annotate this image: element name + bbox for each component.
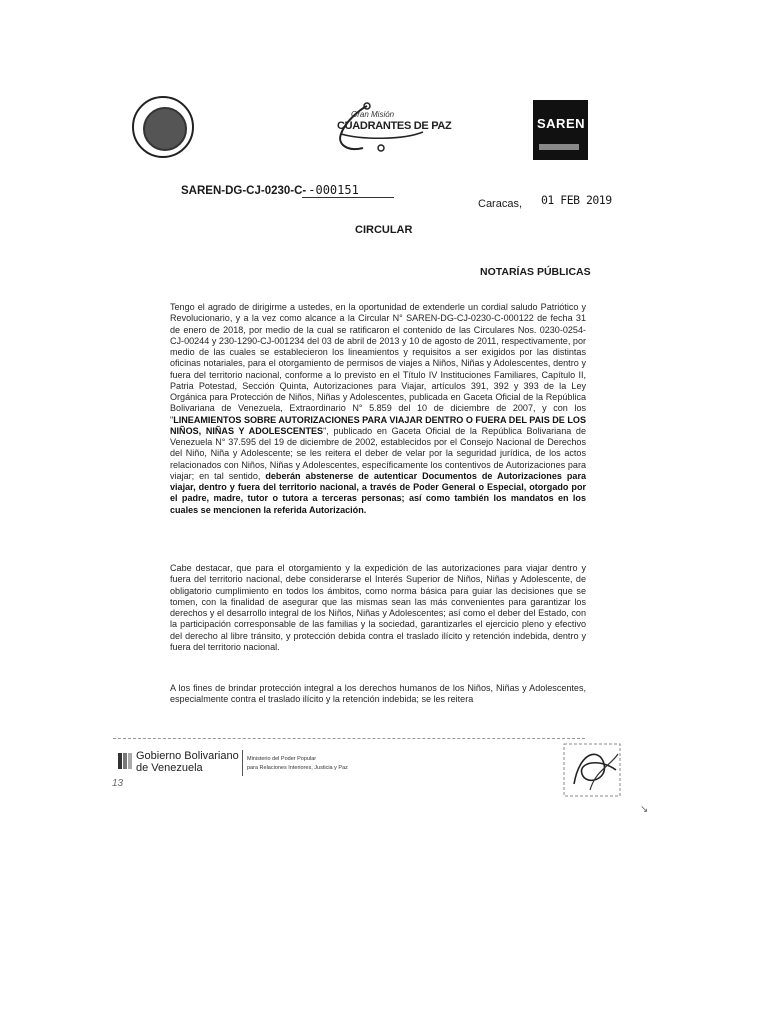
government-name-line-2: de Venezuela [136, 762, 203, 774]
paragraph-1 [170, 302, 586, 516]
dateline-place: Caracas, [478, 198, 523, 210]
ministry-line-2: para Relaciones Interiores, Justicia y Paz [247, 765, 348, 771]
p1-text-c: ", publicado en Gaceta Oficial de la República Bolivariana de Venezuela N° 37.595 del 19 de diciembre de 2002, establecidos por el Consejo Nacional de Derechos del Niño, Niña y Adolescente; se les reitera el deber de velar por la seguridad jurídica, de los actos relacionados con Niños, Niñas y Adolescentes, específicamente los contentivos de Autorizaciones para viajar; en tal sentido, [170, 425, 586, 481]
government-name [136, 750, 239, 774]
venezuela-seal-logo [132, 96, 194, 158]
saren-logo-text: SAREN [537, 116, 586, 131]
saren-logo [533, 100, 588, 160]
saren-logo-bar [539, 144, 579, 150]
reference-prefix: SAREN-DG-CJ-0230-C- [181, 185, 307, 197]
footer-divider [113, 738, 585, 739]
signature-stamp [560, 740, 630, 800]
paragraph-2: Cabe destacar, que para el otorgamiento y la expedición de las autorizaciones para viajar dentro y fuera del territorio nacional, debe considerarse el Interés Superior de Niños, Niñas y Adolescente, de obligatorio cumplimiento en todos los ámbitos, como norma básica para guiar las decisiones que se tomen, con la finalidad de asegurar que las mismas sean las más convenientes para garantizar los derechos y el desarrollo integral de los Niños, Niñas y Adolescentes; así como el deber del Estado, con la participación corresponsable de las familias y la sociedad, garantizarles el ejercicio pleno y efectivo del derecho al libre tránsito, y protección debida contra el traslado ilícito y retención indebida, dentro y fuera del territorio nacional. [170, 563, 586, 652]
ministry-line-1: Ministerio del Poder Popular [247, 756, 317, 762]
logo-big-text: CUADRANTES DE PAZ [337, 120, 452, 132]
p1-guidelines-title: LINEAMIENTOS SOBRE AUTORIZACIONES PARA VIAJAR DENTRO O FUERA DEL PAIS DE LOS NIÑOS, NIÑAS Y ADOLESCENTES [170, 414, 586, 436]
addressee: NOTARÍAS PÚBLICAS [480, 266, 591, 278]
cuadrantes-de-paz-logo [323, 100, 452, 158]
footer-separator [242, 750, 243, 776]
government-flag-icon [116, 751, 134, 771]
logo-small-text: Gran Misión [351, 110, 395, 119]
margin-mark-left: 13 [112, 778, 124, 789]
paragraph-3: A los fines de brindar protección integral a los derechos humanos de los Niños, Niñas y Adolescentes, especialmente contra el traslado ilícito y la retención indebida; se les reitera [170, 683, 586, 705]
margin-mark-right: ↘ [640, 804, 649, 815]
p1-instruction: deberán abstenerse de autenticar Documentos de Autorizaciones para viajar, dentro y fuera del territorio nacional, a través de Poder General o Especial, otorgado por el padre, madre, tutor o tutora a terceras personas; así como también los mandatos en los cuales se mencionen la referida Autorización. [170, 470, 586, 515]
ministry-name [247, 755, 348, 773]
government-name-line-1: Gobierno Bolivariano [136, 750, 239, 762]
document-title: CIRCULAR [355, 224, 413, 236]
reference-number: -000151 [308, 183, 359, 197]
seal-emblem [143, 107, 187, 151]
dateline-date-stamp: 01 FEB 2019 [541, 193, 612, 207]
p1-text-a: Tengo el agrado de dirigirme a ustedes, en la oportunidad de extenderle un cordial saludo Patriótico y Revolucionario, y a la vez como alcance a la Circular N° SAREN-DG-CJ-0230-C-000122 de fecha 31 de enero de 2018, por medio de la cual se ratificaron el contenido de las Circulares Nos. 0230-0254-CJ-00244 y 230-1290-CJ-001234 del 03 de abril de 2013 y 10 de agosto de 2011, respectivamente, por medio de las cuales se establecieron los lineamientos y requisitos a ser exigidos por las distintas oficinas notariales, para el otorgamiento de permisos de viajes a Niños, Niñas y Adolescentes, dentro y fuera del territorio nacional, conforme a lo previsto en el Título IV Instituciones Familiares, Capítulo II, Patria Potestad, Sección Quinta, Autorizaciones para Viajar, artículos 391, 392 y 393 de la Ley Orgánica para Protección de Niños, Niñas y Adolescentes, publicada en Gaceta Oficial de la República Bolivariana de Venezuela, Extraordinario N° 5.859 del 10 de diciembre de 2007, y con los " [170, 302, 586, 425]
reference-code [181, 183, 359, 197]
reference-underline [302, 197, 394, 198]
